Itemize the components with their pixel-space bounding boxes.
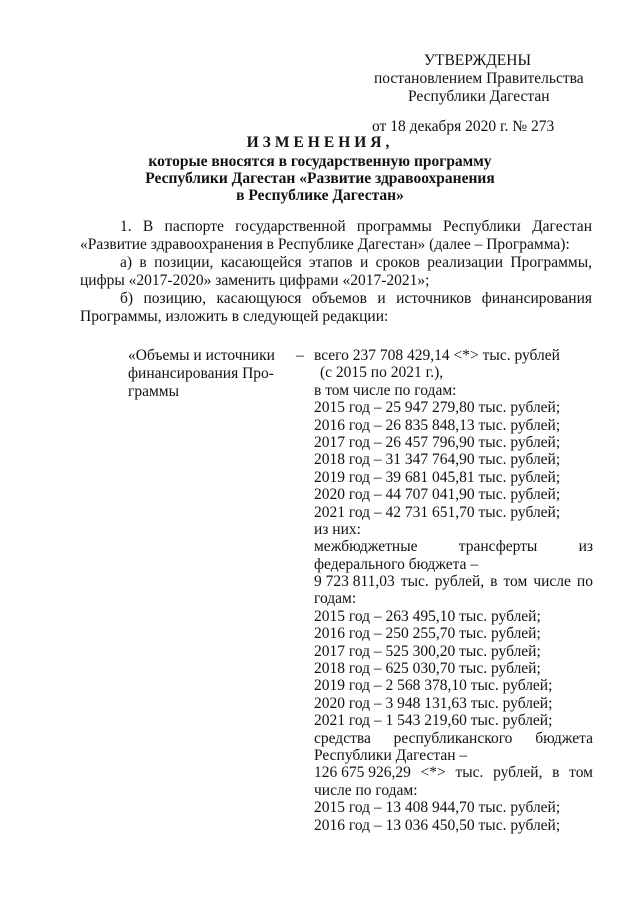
approved-region: Республики Дагестан [408,88,550,105]
document-title [110,134,530,204]
funding-word: средства [314,729,371,747]
funding-line: всего 237 708 429,14 <*> тыс. рублей [314,347,560,364]
funding-word: <*> [420,764,446,782]
funding-word: тыс. [455,764,484,782]
funding-label-line: «Объемы и источники [128,347,275,364]
funding-word: рублей, [434,573,485,591]
funding-word: 126 675 926,29 [314,764,411,782]
funding-word: 9 723 811,03 [314,573,395,591]
funding-line: федерального бюджета – [314,555,479,573]
funding-label [128,347,288,401]
title-line-2: Республики Дагестан «Развитие здравоохранения [145,170,495,187]
approved-heading: УТВЕРЖДЕНЫ [424,52,531,69]
approved-by: постановлением Правительства [374,70,584,87]
funding-line: 2016 год – 13 036 450,50 тыс. рублей; [314,816,561,834]
funding-line: 2021 год – 42 731 651,70 тыс. рублей; [314,503,561,521]
approval-stamp [372,52,592,136]
approved-date: от 18 декабря 2020 г. № 273 [372,118,555,135]
funding-line: 2015 год – 25 947 279,80 тыс. рублей; [314,399,561,417]
funding-line: 2018 год – 31 347 764,90 тыс. рублей; [314,451,561,469]
funding-line: Республики Дагестан – [314,746,468,764]
funding-line: 2017 год – 525 300,20 тыс. рублей; [314,642,541,660]
funding-line: 2015 год – 13 408 944,70 тыс. рублей; [314,799,561,817]
funding-line: 2016 год – 250 255,70 тыс. рублей; [314,625,541,643]
separator-dash: – [296,347,304,364]
funding-line: 2020 год – 44 707 041,90 тыс. рублей; [314,486,561,504]
funding-word: том [503,573,528,591]
funding-word: числе [533,573,571,591]
funding-word: в [552,764,560,782]
funding-word: тыс. [400,573,429,591]
funding-word: по [576,573,593,591]
funding-line: 2021 год – 1 543 219,60 тыс. рублей; [314,712,553,730]
funding-line: 2017 год – 26 457 796,90 тыс. рублей; [314,433,561,451]
funding-word: том [569,764,593,782]
funding-line: числе по годам: [314,781,418,799]
funding-word: трансферты [458,538,538,556]
funding-word: из [578,538,593,556]
paragraph-1: 1. В паспорте государственной программы Республики Дагестан «Развитие здравоохранения в Республике Дагестан» (далее – Программа): [80,218,592,253]
funding-line [314,764,593,781]
funding-line [314,538,593,555]
funding-line: 2015 год – 263 495,10 тыс. рублей; [314,607,541,625]
funding-word: бюджета [535,729,593,747]
funding-values [314,347,593,834]
funding-word: рублей, [493,764,543,782]
funding-line: из них: [314,520,361,538]
funding-label-line: финансирования Про- [128,365,274,382]
paragraph-2: а) в позиции, касающейся этапов и сроков реализации Программы, цифры «2017-2020» заменить цифрами «2017-2021»; [80,254,592,289]
funding-line: годам: [314,590,357,608]
paragraph-3: б) позицию, касающуюся объемов и источников финансирования Программы, изложить в следующей редакции: [80,290,592,325]
title-line-3: в Республике Дагестан» [236,187,404,204]
funding-line [314,730,593,747]
funding-label-line: граммы [128,383,180,400]
funding-line: 2019 год – 2 568 378,10 тыс. рублей; [314,677,553,695]
funding-line: 2020 год – 3 948 131,63 тыс. рублей; [314,694,553,712]
funding-word: в [490,573,498,591]
title-line-1: которые вносятся в государственную программу [148,153,492,170]
funding-word: межбюджетные [314,538,418,556]
funding-line [314,573,593,590]
funding-word: республиканского [393,729,513,747]
title-main: ИЗМЕНЕНИЯ, [246,134,394,151]
funding-line: (с 2015 по 2021 г.), [320,364,444,382]
funding-line: 2019 год – 39 681 045,81 тыс. рублей; [314,468,561,486]
funding-line: в том числе по годам: [314,381,457,399]
funding-line: 2018 год – 625 030,70 тыс. рублей; [314,660,541,678]
funding-line: 2016 год – 26 835 848,13 тыс. рублей; [314,416,561,434]
